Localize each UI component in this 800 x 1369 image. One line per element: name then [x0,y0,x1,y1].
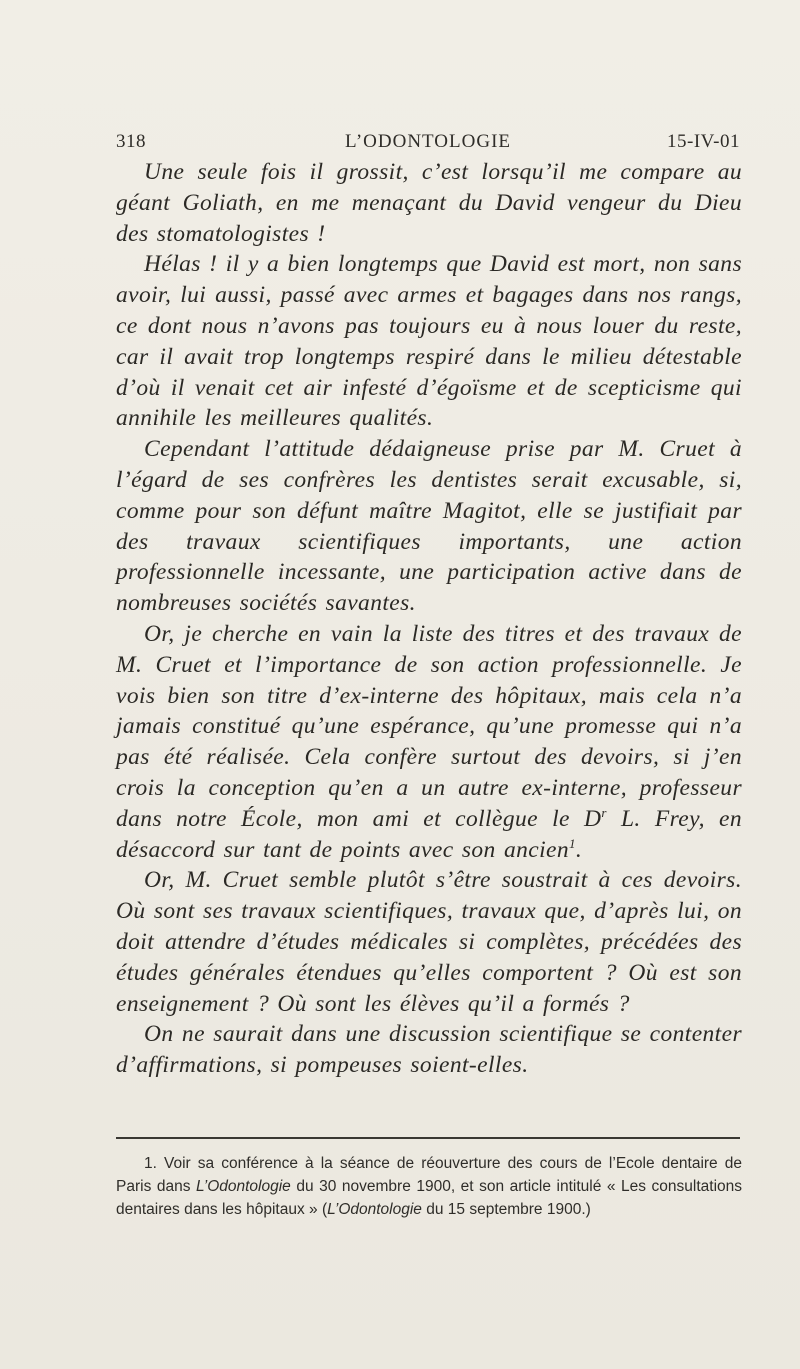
issue-date: 15-IV-01 [667,131,740,152]
footnote [116,1152,742,1221]
footnote-text-1: Voir sa conférence à la séance de réouverture des cours de l’Ecole dentaire de Paris dans [116,1155,742,1195]
footnote-journal-ref-1: L’Odontologie [196,1178,291,1195]
paragraph-3: Cependant l’attitude dédaigneuse prise par M. Cruet à l’égard de ses confrères les dentistes serait excusable, si, comme pour son défunt maître Magitot, elle se justifiait par des travaux scientifiques importants, une action professionnelle incessante, une participation active dans de nombreuses sociétés savantes. [116,436,742,617]
footnote-divider [116,1137,740,1139]
paragraph-2: Hélas ! il y a bien longtemps que David est mort, non sans avoir, lui aussi, passé avec armes et bagages dans nos rangs, ce dont nous n’avons pas toujours eu à nous louer du reste, car il avait trop longtemps respiré dans le milieu détestable d’où il venait cet air infesté d’égoïsme et de scepticisme qui annihile les meilleures qualités. [116,251,742,432]
running-header [116,131,740,159]
doctor-abbrev-superscript: r [601,804,607,820]
footnote-text-3: du 15 septembre 1900.) [421,1201,591,1218]
footnote-label: 1. [144,1155,157,1172]
paragraph-5: Or, M. Cruet semble plutôt s’être soustrait à ces devoirs. Où sont ses travaux scientifiques, travaux que, d’après lui, on doit attendre d’études médicales si complètes, précédées des études générales étendues qu’elles comportent ? Où est son enseignement ? Où sont les élèves qu’il a formés ? [116,867,742,1017]
paragraph-4 [116,619,742,865]
paragraph-4-text: Or, je cherche en vain la liste des titres et des travaux de M. Cruet et l’importance de son action professionnelle. Je vois bien son titre d’ex-interne des hôpitaux, mais cela n’a jamais constitué qu’une espérance, qu’une promesse qui n’a pas été réalisée. Cela confère surtout des devoirs, si j’en crois la conception qu’en a un autre ex-interne, professeur dans notre École, mon ami et collègue le D [116,620,742,832]
paragraph-1: Une seule fois il grossit, c’est lorsqu’il me compare au géant Goliath, en me menaçant du David vengeur du Dieu des stomatologistes ! [116,159,742,247]
footnote-journal-ref-2: L’Odontologie [327,1201,422,1218]
paragraph-6: On ne saurait dans une discussion scientifique se contenter d’affirmations, si pompeuses soient-elles. [116,1021,742,1079]
page-number: 318 [116,131,146,152]
body-text [116,157,742,1081]
paragraph-4-tail: L. Frey, en désaccord sur tant de points avec son ancien [116,805,742,863]
paragraph-4-end: . [575,836,583,863]
footnote-text-2: du 30 novembre 1900, et son article intitulé « Les consultations dentaires dans les hôpitaux » ( [116,1178,743,1218]
journal-title: L’ODONTOLOGIE [344,131,512,152]
footnote-reference[interactable]: 1 [569,835,576,851]
